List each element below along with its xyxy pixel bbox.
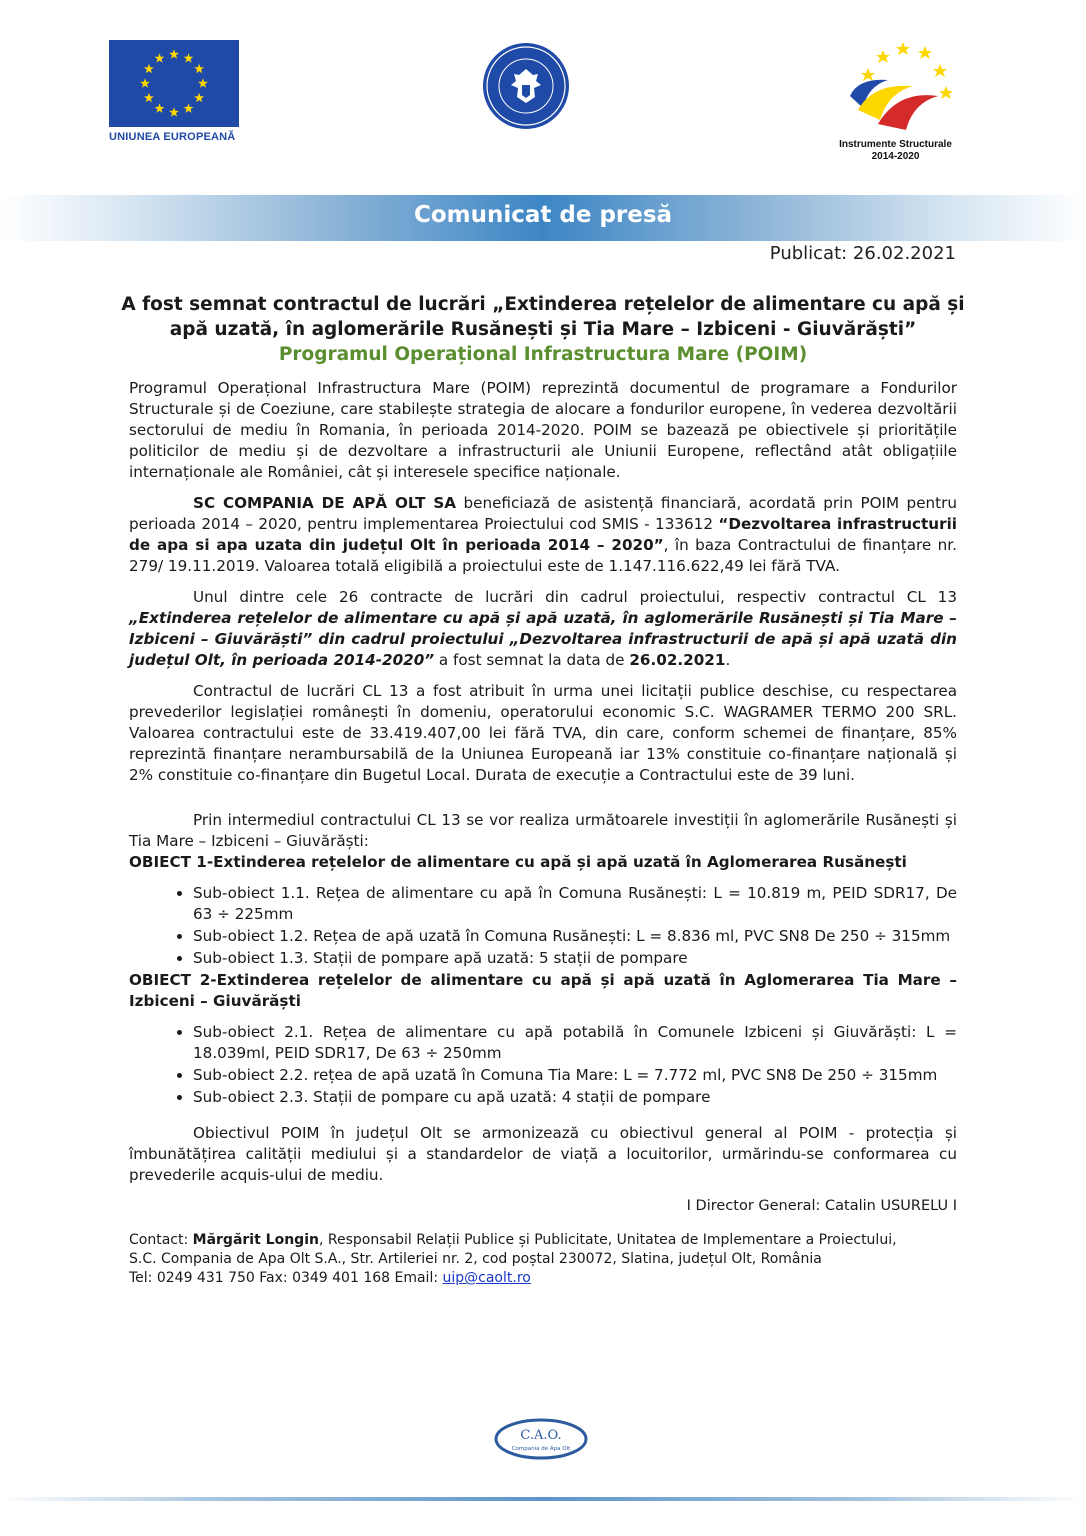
paragraph-poim-intro: Programul Operațional Infrastructura Mare (POIM) reprezintă documentul de programare a Fondurilor Structurale și de Coeziune, care stabilește strategia de alocare a fondurilor europene, în vederea dezvoltării sectorului de mediu în Romania, în perioada 2014-2020. POIM se bazează pe obiectivele și prioritățile politicilor de mediu și de dezvoltare a infrastructurii ale Uniunii Europene, reflectând atât obligațiile internaționale ale României, cât și interesele specifice naționale.	[129, 379, 957, 481]
headline-title: A fost semnat contractul de lucrări „Extinderea rețelelor de alimentare cu apă și apă uzată, în aglomerările Rusănești și Tia Mare – Izbiceni - Giuvărăști”	[121, 294, 965, 340]
object-2-list	[129, 1022, 957, 1108]
press-release-banner	[0, 195, 1086, 241]
contact-label: Contact:	[129, 1232, 193, 1248]
list-item: • Sub-obiect 1.2. Rețea de apă uzată în Comuna Rusănești: L = 8.836 ml, PVC SN8 De 250 ÷ 315mm	[193, 926, 957, 947]
paragraph-award: Contractul de lucrări CL 13 a fost atribuit în urma unei licitații publice deschise, cu respectarea prevederilor legislației românești în domeniu, operatorului economic S.C. WAGRAMER TERMO 200 SRL. Valoarea contractului este de 33.419.407,00 lei fără TVA, din care, conform schemei de finanțare, 85% reprezintă finanțare nerambursabilă de la Uniunea Europeană iar 13% constituie co-finanțare națională și 2% constituie co-finanțare din Bugetul Local. Durata de execuție a Contractului este de 39 luni.	[129, 682, 957, 784]
paragraph-contract	[129, 587, 957, 671]
project-name: “Dezvoltarea infrastructurii de apa si apa uzata din județul Olt în perioada 2014 – 2020”	[129, 515, 957, 554]
object-1-list	[129, 883, 957, 969]
structural-instruments-icon	[828, 38, 963, 133]
structural-instruments-logo	[828, 38, 963, 163]
contract-text-b: a fost semnat la data de	[434, 651, 630, 669]
object-2-title: OBIECT 2-Extinderea rețelelor de alimentare cu apă și apă uzată în Aglomerarea Tia Mare – Izbiceni – Giuvărăști	[129, 971, 957, 1010]
director-signature: I Director General: Catalin USURELU I	[686, 1198, 957, 1214]
headline	[120, 292, 966, 367]
article-body	[129, 378, 957, 1288]
program-name: Programul Operațional Infrastructura Mare (POIM)	[278, 344, 808, 365]
list-item: • Sub-obiect 2.2. rețea de apă uzată în Comuna Tia Mare: L = 7.772 ml, PVC SN8 De 250 ÷ 315mm	[193, 1065, 957, 1086]
contact-line-3	[129, 1269, 957, 1288]
eu-flag-icon	[109, 40, 239, 127]
list-item: • Sub-obiect 2.3. Stații de pompare cu apă uzată: 4 stații de pompare	[193, 1087, 957, 1108]
paragraph-objective: Obiectivul POIM în județul Olt se armonizează cu obiectivul general al POIM - protecția și îmbunătățirea calității mediului și a standardelor de viață a locuitorilor, urmărindu-se conformarea cu prevederile acquis-ului de mediu.	[129, 1124, 957, 1184]
banner-title: Comunicat de presă	[413, 202, 673, 228]
contact-name: Mărgărit Longin	[192, 1232, 319, 1248]
object-1	[129, 852, 957, 969]
is-caption-line1: Instrumente Structurale	[839, 139, 952, 150]
company-logo-text: C.A.O.	[520, 1428, 562, 1443]
company-logo-subtext: Compania de Apa Olt	[511, 1446, 571, 1452]
company-name: SC COMPANIA DE APĂ OLT SA	[193, 494, 457, 512]
published-date: Publicat: 26.02.2021	[769, 243, 956, 264]
contract-text-end: .	[725, 651, 731, 669]
contact-phones: Tel: 0249 431 750 Fax: 0349 401 168 Email:	[129, 1270, 443, 1286]
paragraph-investments: Prin intermediul contractului CL 13 se vor realiza următoarele investiții în aglomerările Rusănești și Tia Mare – Izbiceni – Giuvărăști:	[129, 811, 957, 850]
object-1-title: OBIECT 1-Extinderea rețelelor de alimentare cu apă și apă uzată în Aglomerarea Rusănești	[129, 853, 907, 871]
financing-text-a: beneficiază de asistență financiară, acordată prin POIM pentru perioada 2014 – 2020, pentru implementarea Proiectului cod SMIS - 133612	[129, 494, 957, 533]
list-item: • Sub-obiect 2.1. Rețea de alimentare cu apă potabilă în Comunele Izbiceni și Giuvărăști: L = 18.039ml, PEID SDR17, De 63 ÷ 250mm	[193, 1022, 957, 1064]
signing-date: 26.02.2021	[629, 651, 726, 669]
contract-title: „Extinderea rețelelor de alimentare cu apă și apă uzată, în aglomerările Rusănești și Tia Mare – Izbiceni – Giuvărăști” din cadrul proiectului „Dezvoltarea infrastructurii de apă și apă uzată din județul Olt, în perioada 2014-2020”	[129, 609, 957, 669]
is-caption-line2: 2014-2020	[871, 151, 920, 162]
contact-role: , Responsabil Relații Publice și Publicitate, Unitatea de Implementare a Proiectului,	[318, 1232, 897, 1248]
list-item: • Sub-obiect 1.3. Stații de pompare apă uzată: 5 stații de pompare	[193, 948, 957, 969]
government-seal-icon	[481, 41, 571, 131]
contact-line-2: S.C. Compania de Apa Olt S.A., Str. Artileriei nr. 2, cod poștal 230072, Slatina, județul Olt, România	[129, 1251, 822, 1267]
object-2	[129, 970, 957, 1108]
financing-text-b: , în baza Contractului de finanțare nr. 279/ 19.11.2019. Valoarea totală eligibilă a proiectului este de 1.147.116.622,49 lei fără TVA.	[129, 536, 957, 575]
contract-text-a: Unul dintre cele 26 contracte de lucrări din cadrul proiectului, respectiv contractul CL 13	[193, 588, 957, 606]
footer-divider	[0, 1497, 1086, 1501]
email-link[interactable]: uip@caolt.ro	[442, 1270, 531, 1286]
contact-block	[129, 1231, 957, 1288]
eu-logo	[109, 40, 241, 143]
contact-line-1	[129, 1231, 957, 1250]
list-item: • Sub-obiect 1.1. Rețea de alimentare cu apă în Comuna Rusănești: L = 10.819 m, PEID SDR17, De 63 ÷ 225mm	[193, 883, 957, 925]
paragraph-financing	[129, 493, 957, 577]
company-logo-icon	[494, 1418, 588, 1460]
eu-caption: UNIUNEA EUROPEANĂ	[109, 131, 236, 143]
structural-instruments-caption	[828, 139, 963, 163]
